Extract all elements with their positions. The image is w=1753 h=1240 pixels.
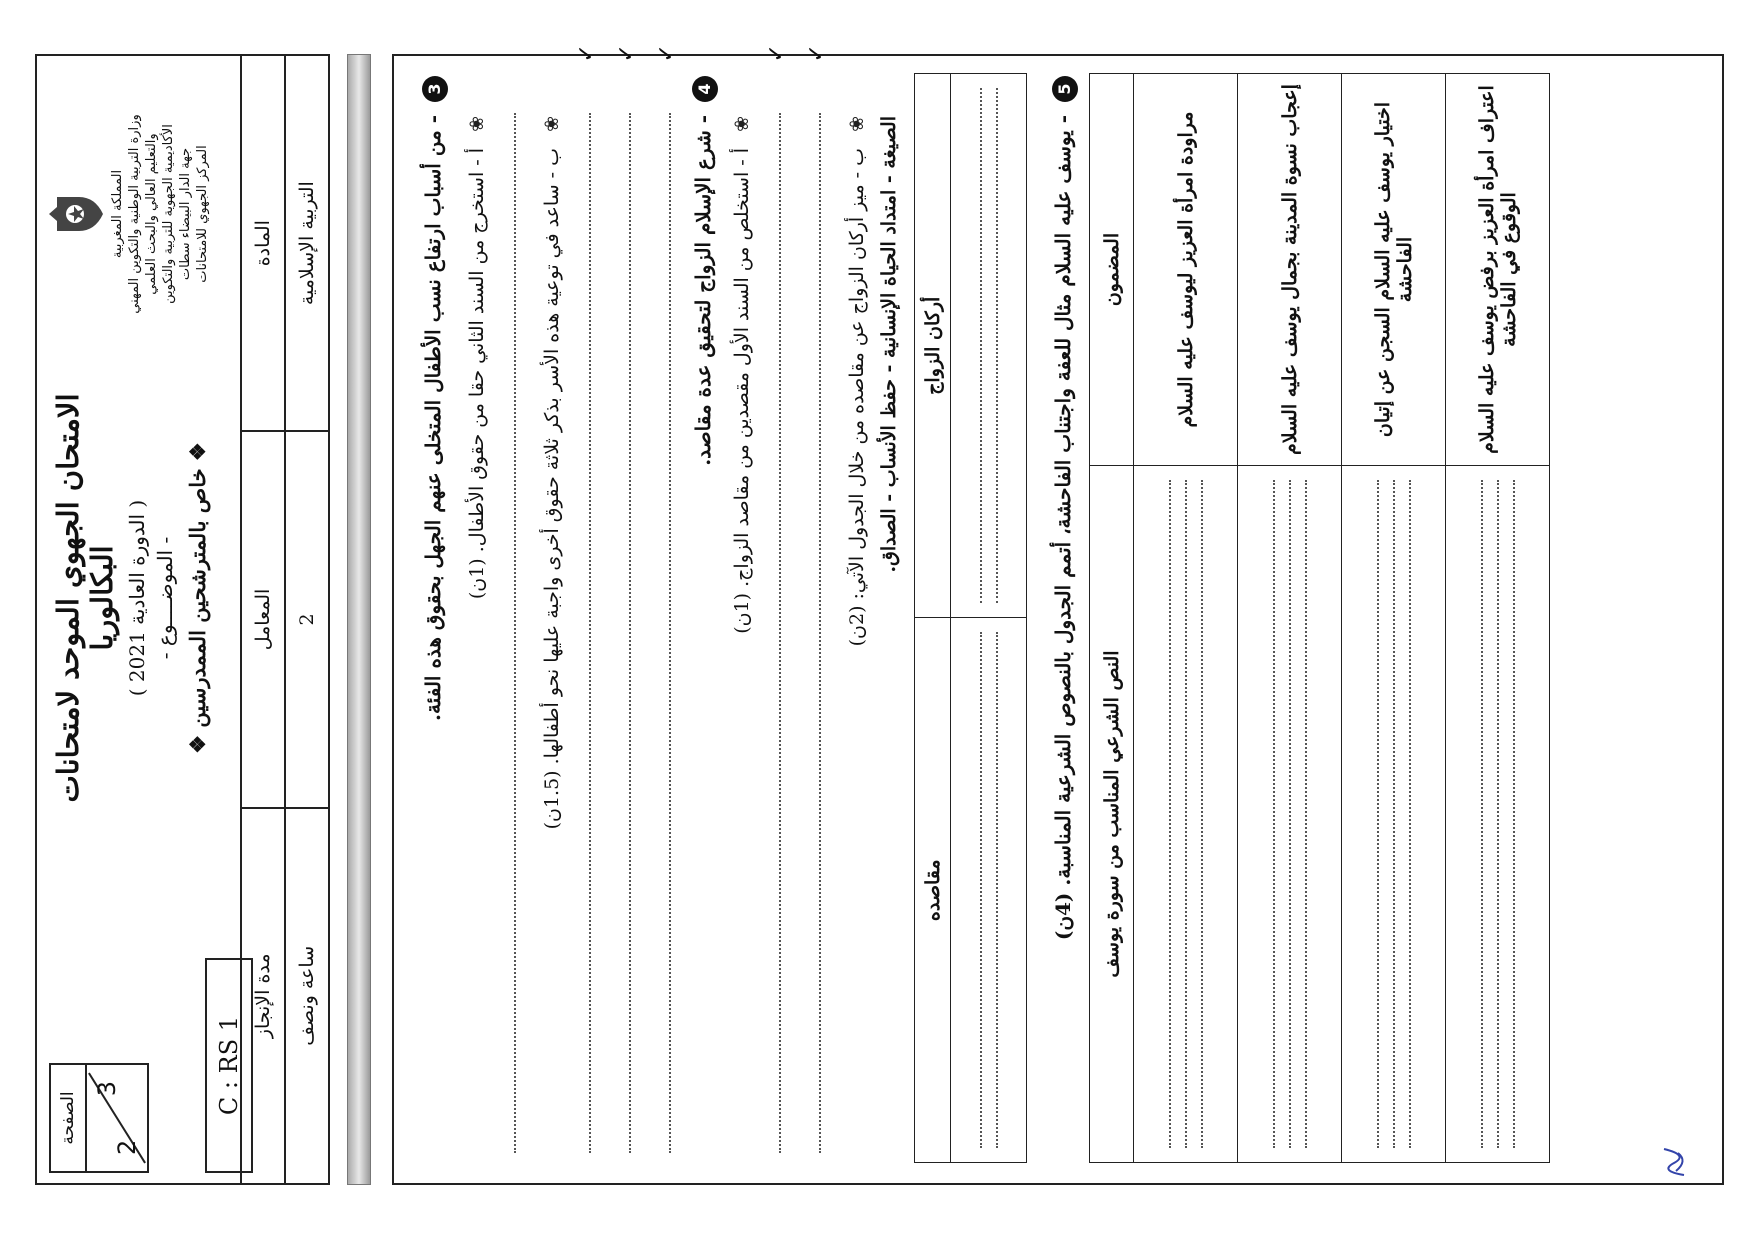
checkmark-icon: ✓ bbox=[804, 44, 829, 63]
session-label: ( الدورة العادية 2021 ) bbox=[125, 499, 149, 697]
answer-line[interactable] bbox=[669, 113, 671, 1153]
table-cell[interactable] bbox=[951, 618, 1027, 1163]
logo-line: الأكاديمية الجهوية للتربية والتكوين bbox=[161, 124, 176, 304]
answer-line[interactable] bbox=[514, 113, 516, 1153]
checkmark-icon: ✓ bbox=[574, 44, 599, 63]
logo-line: وزارة التربية الوطنية والتكوين المهني bbox=[127, 114, 142, 314]
info-head: المادة bbox=[242, 56, 286, 430]
question-4b bbox=[844, 116, 870, 1156]
answer-line[interactable] bbox=[589, 113, 591, 1153]
coat-of-arms-icon bbox=[47, 191, 105, 237]
flower-bullet-icon: ❀ bbox=[541, 116, 563, 132]
info-value: 2 bbox=[296, 613, 318, 626]
question-number-badge: 5 bbox=[1052, 76, 1078, 102]
subject-label: - الموضــــوع - bbox=[153, 536, 177, 660]
question-text: ب - ميز أركان الزواج عن مقاصده من خلال الجدول الآتي: (2ن) bbox=[846, 147, 868, 647]
checkmark-icon: ✓ bbox=[614, 44, 639, 63]
page-indicator bbox=[49, 1063, 199, 1173]
flower-bullet-icon: ❀ bbox=[731, 116, 753, 132]
info-col-duration bbox=[242, 809, 328, 1183]
table-cell[interactable] bbox=[1238, 466, 1342, 1163]
question-number-badge: 3 bbox=[422, 76, 448, 102]
flower-bullet-icon: ❀ bbox=[846, 116, 868, 132]
page-total: 3 bbox=[93, 1081, 121, 1097]
scan-bar bbox=[347, 54, 371, 1185]
marriage-table bbox=[914, 73, 1027, 1163]
info-head: مدة الإنجاز bbox=[242, 809, 286, 1183]
page-label: الصفحة bbox=[49, 1063, 87, 1173]
question-4a bbox=[729, 116, 755, 1156]
logo-line: والتعليم العالي والبحث العلمي bbox=[144, 133, 159, 295]
exam-header bbox=[35, 54, 330, 1185]
question-4 bbox=[689, 76, 718, 1156]
table-cell[interactable] bbox=[1342, 466, 1446, 1163]
question-text: - من أسباب ارتفاع نسب الأطفال المتخلى عنهم الجهل بحقوق هذه الفئة. bbox=[421, 114, 445, 721]
question-3 bbox=[419, 76, 448, 1156]
table-header: النص الشرعي المناسب من سورة يوسف bbox=[1090, 466, 1134, 1163]
table-cell[interactable] bbox=[951, 74, 1027, 619]
info-col-subject bbox=[242, 56, 328, 432]
question-text: أ - استخلص من السند الأول مقصدين من مقاصد الزواج. (1ن) bbox=[731, 147, 753, 634]
ministry-logo-block bbox=[43, 64, 218, 364]
info-value: التربية الإسلامية bbox=[296, 181, 318, 306]
question-3a bbox=[464, 116, 490, 1156]
table-header: المضمون bbox=[1090, 74, 1134, 466]
signature-mark bbox=[1654, 1143, 1702, 1183]
question-text: أ - استخرج من السند الثاني حقا من حقوق الأطفال. (1ن) bbox=[466, 147, 488, 600]
table-row-content: اختيار يوسف عليه السلام السجن عن إتيان الفاحشة bbox=[1342, 74, 1446, 466]
checkmark-icon: ✓ bbox=[764, 44, 789, 63]
info-col-coefficient bbox=[242, 432, 328, 808]
checkmark-icon: ✓ bbox=[654, 44, 679, 63]
candidates-label: ❖ خاص بالمترشحين الممدرسين ❖ bbox=[185, 442, 210, 754]
question-text: ب - ساعد في توعية هذه الأسر بذكر ثلاثة حقوق أخرى واجبة عليها نحو أطفالها. (1.5ن) bbox=[541, 147, 563, 830]
questions-frame bbox=[392, 44, 1724, 1185]
answer-line[interactable] bbox=[779, 113, 781, 1153]
table-row-content: اعتراف امرأة العزيز برفض يوسف عليه السلام الوقوع في الفاحشة bbox=[1446, 74, 1550, 466]
info-head: المعامل bbox=[242, 432, 286, 806]
title-block bbox=[45, 343, 210, 853]
page-number bbox=[87, 1063, 149, 1173]
table-header: مقاصده bbox=[915, 618, 951, 1163]
table-row-content: إعجاب نسوة المدينة بجمال يوسف عليه السلام bbox=[1238, 74, 1342, 466]
question-text: - يوسف عليه السلام مثال للعفة واجتناب الفاحشة، أتمم الجدول بالنصوص الشرعية المناسبة. (4ن) bbox=[1051, 114, 1075, 941]
table-row-content: مراودة امرأة العزيز ليوسف عليه السلام bbox=[1134, 74, 1238, 466]
table-cell[interactable] bbox=[1134, 466, 1238, 1163]
question-3b bbox=[539, 116, 565, 1156]
question-5 bbox=[1049, 76, 1078, 1156]
answer-line[interactable] bbox=[629, 113, 631, 1153]
info-value: ساعة ونصف bbox=[296, 945, 318, 1046]
logo-line: جهة الدار البيضاء سطات bbox=[178, 147, 193, 281]
table-header: أركان الزواج bbox=[915, 74, 951, 619]
logo-line: المملكة المغربية bbox=[110, 169, 125, 259]
page-current: 2 bbox=[113, 1139, 141, 1155]
answer-line[interactable] bbox=[819, 113, 821, 1153]
signature-icon bbox=[1654, 1143, 1694, 1183]
question-text: - شرع الإسلام الزواج لتحقيق عدة مقاصد. bbox=[691, 114, 715, 466]
question-number-badge: 4 bbox=[692, 76, 718, 102]
yusuf-table bbox=[1089, 73, 1550, 1163]
table-cell[interactable] bbox=[1446, 466, 1550, 1163]
exam-code: C : RS 1 bbox=[205, 958, 253, 1173]
logo-line: المركز الجهوي للامتحانات bbox=[195, 145, 210, 283]
question-4-terms: الصيغة - امتداد الحياة الإنسانية - حفظ الأنساب - الصداق. bbox=[878, 116, 900, 573]
exam-info-table bbox=[240, 56, 328, 1183]
flower-bullet-icon: ❀ bbox=[466, 116, 488, 132]
exam-title: الامتحان الجهوي الموحد لامتحانات البكالوريا bbox=[51, 393, 119, 803]
